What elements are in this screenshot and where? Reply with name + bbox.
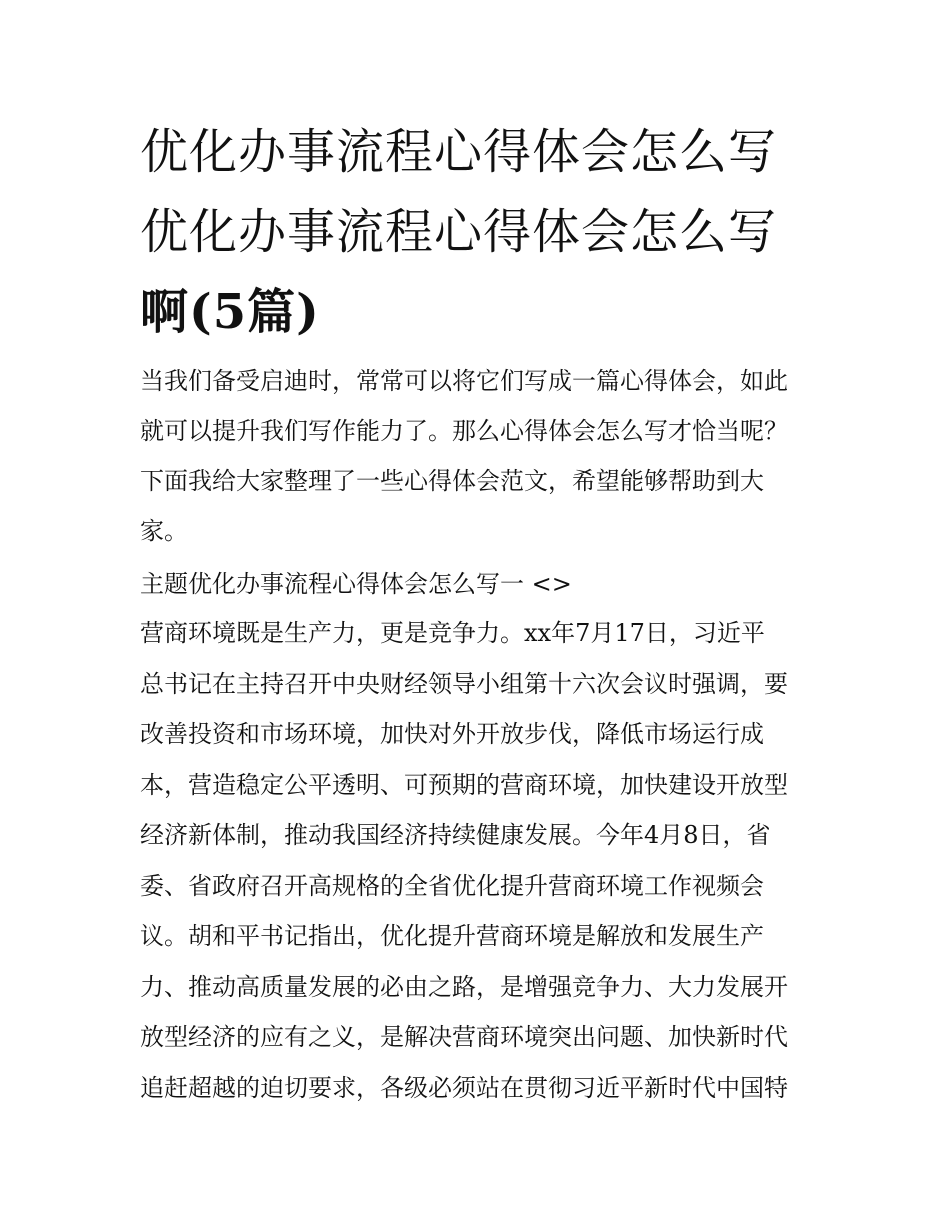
- body-line: 追赶超越的迫切要求，各级必须站在贯彻习近平新时代中国特: [140, 1073, 788, 1102]
- body-line: 放型经济的应有之义，是解决营商环境突出问题、加快新时代: [140, 1023, 788, 1051]
- body-line: 营商环境既是生产力，更是竞争力。xx年7月17日，习近平: [140, 619, 765, 647]
- body-line: 力、推动高质量发展的必由之路，是增强竞争力、大力发展开: [140, 972, 788, 1001]
- intro-paragraph: [140, 356, 820, 556]
- body-line: 议。胡和平书记指出，优化提升营商环境是解放和发展生产: [140, 922, 764, 950]
- document-title: [140, 112, 820, 352]
- body-line: 委、省政府召开高规格的全省优化提升营商环境工作视频会: [140, 871, 764, 900]
- intro-line: 当我们备受启迪时，常常可以将它们写成一篇心得体会，如此: [140, 367, 788, 395]
- intro-line: 下面我给大家整理了一些心得体会范文，希望能够帮助到大: [140, 467, 764, 495]
- intro-line: 就可以提升我们写作能力了。那么心得体会怎么写才恰当呢？: [140, 417, 788, 445]
- title-line: 啊(5篇): [140, 284, 320, 340]
- title-line: 优化办事流程心得体会怎么写: [140, 204, 778, 260]
- intro-line: 家。: [140, 517, 188, 545]
- section-heading: 主题优化办事流程心得体会怎么写一 <>: [140, 570, 572, 598]
- title-line: 优化办事流程心得体会怎么写: [140, 124, 778, 180]
- body-line: 本，营造稳定公平透明、可预期的营商环境，加快建设开放型: [140, 770, 788, 799]
- body-line: 总书记在主持召开中央财经领导小组第十六次会议时强调，要: [140, 669, 788, 698]
- body-line: 经济新体制，推动我国经济持续健康发展。今年4月8日，省: [140, 821, 771, 849]
- body-paragraph: [140, 608, 820, 1113]
- body-line: 改善投资和市场环境，加快对外开放步伐，降低市场运行成: [140, 720, 764, 748]
